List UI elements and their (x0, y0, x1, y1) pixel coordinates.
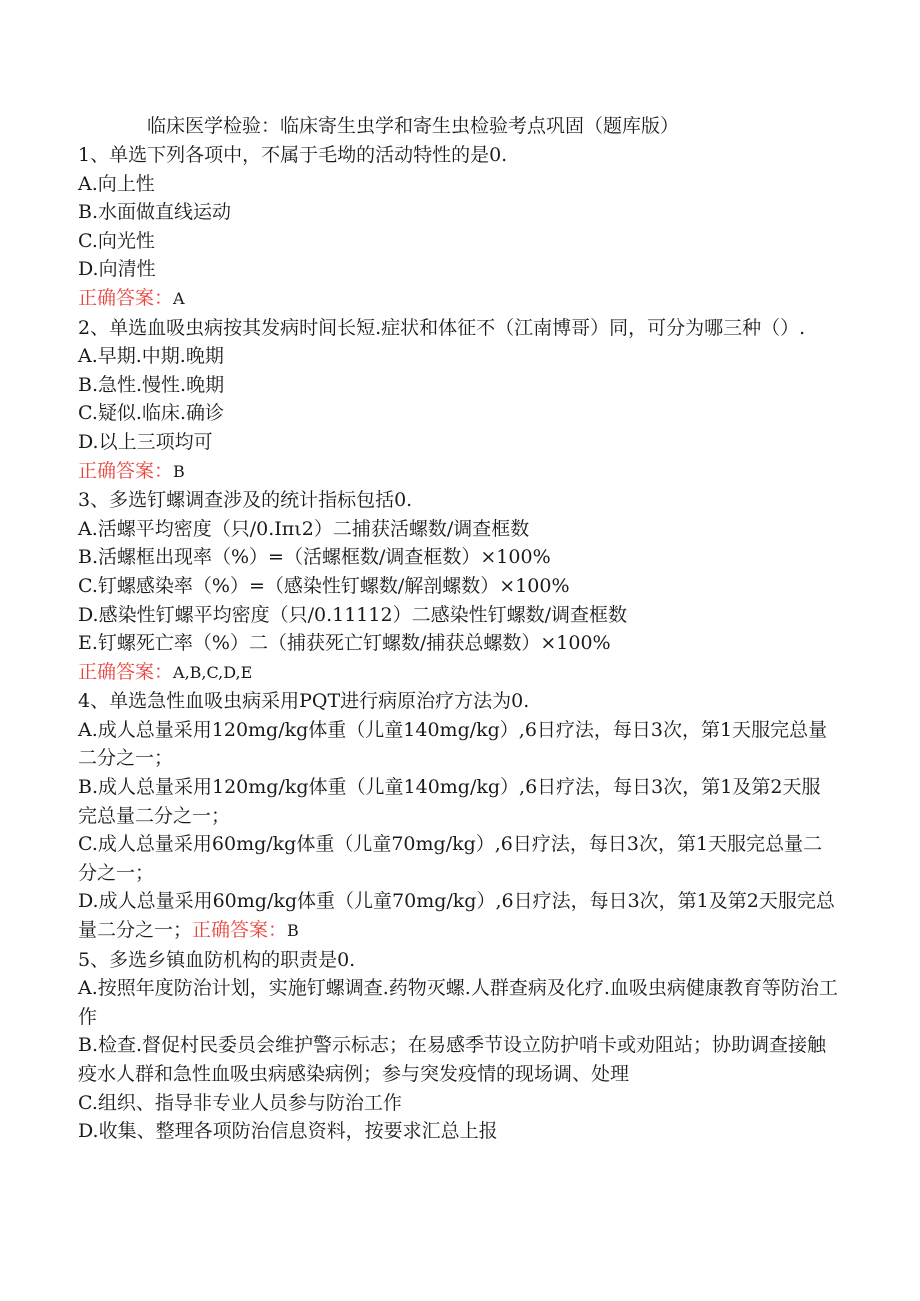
answer-value: A,B,C,D,E (173, 662, 253, 682)
document-title: 临床医学检验：临床寄生虫学和寄生虫检验考点巩固（题库版） (147, 115, 680, 137)
option-a: A.按照年度防治计划，实施钉螺调查.药物灭螺.人群查病及化疗.血吸虫病健康教育等防治工作 (78, 977, 838, 1028)
option-d: D.感染性钉螺平均密度（只/0.11112）二感染性钉螺数/调查框数 (78, 603, 627, 626)
option-b: B.成人总量采用120mg/kg体重（儿童140mg/kg）,6日疗法，每日3次，第1及第2天服完总量二分之一； (78, 776, 821, 827)
option-c: C.成人总量采用60mg/kg体重（儿童70mg/kg）,6日疗法，每日3次，第1天服完总量二分之一； (78, 833, 823, 884)
option-c: C.向光性 (78, 229, 155, 252)
question-stem: 4、单选急性血吸虫病采用PQT进行病原治疗方法为0. (78, 690, 530, 713)
option-d: D.成人总量采用60mg/kg体重（儿童70mg/kg）,6日疗法，每日3次，第1及第2天服完总量二分之一； (78, 890, 835, 942)
answer-label: 正确答案： (78, 459, 174, 482)
option-d-with-answer (78, 887, 838, 945)
option-c: C.组织、指导非专业人员参与防治工作 (78, 1091, 402, 1114)
option-d: D.收集、整理各项防治信息资料，按要求汇总上报 (78, 1120, 498, 1143)
question-stem: 5、多选乡镇血防机构的职责是0. (78, 948, 356, 971)
option-b: B.水面做直线运动 (78, 201, 232, 224)
answer-label: 正确答案： (78, 286, 174, 309)
option-b: B.检查.督促村民委员会维护警示标志；在易感季节设立防护哨卡或劝阻站；协助调查接触疫水人群和急性血吸虫病感染病例；参与突发疫情的现场调、处理 (78, 1034, 827, 1085)
option-b: B.急性.慢性.晚期 (78, 373, 225, 396)
question-5 (78, 946, 860, 1146)
answer-line (78, 658, 860, 688)
option-d: D.以上三项均可 (78, 430, 213, 453)
answer-value: B (287, 921, 299, 941)
option-a: A.活螺平均密度（只/0.Iπι2）二捕获活螺数/调查框数 (78, 517, 530, 540)
option-b: B.活螺框出现率（%）=（活螺框数/调查框数）×100% (78, 546, 551, 569)
option-a: A.成人总量采用120mg/kg体重（儿童140mg/kg）,6日疗法，每日3次，第1天服完总量二分之一； (78, 718, 828, 770)
question-3 (78, 486, 860, 687)
answer-value: A (173, 288, 185, 308)
question-1 (78, 141, 860, 314)
answer-value: B (173, 461, 185, 481)
option-a: A.早期.中期.晚期 (78, 345, 224, 368)
option-a: A.向上性 (78, 172, 155, 195)
question-2 (78, 314, 860, 487)
question-stem: 2、单选血吸虫病按其发病时间长短.症状和体征不（江南博哥）同，可分为哪三种（）. (78, 316, 806, 339)
option-c: C.疑似.临床.确诊 (78, 402, 224, 425)
question-stem: 1、单选下列各项中，不属于毛坳的活动特性的是0. (78, 144, 508, 166)
option-c: C.钉螺感染率（%）=（感染性钉螺数/解剖螺数）×100% (78, 574, 570, 597)
answer-line (78, 457, 860, 487)
answer-label: 正确答案： (192, 919, 288, 942)
option-e: E.钉螺死亡率（%）二（捕获死亡钉螺数/捕获总螺数）×100% (78, 632, 611, 655)
option-d: D.向清性 (78, 258, 156, 281)
question-4 (78, 687, 860, 945)
answer-line (78, 284, 860, 314)
question-stem: 3、多选钉螺调查涉及的统计指标包括0. (78, 489, 413, 512)
answer-label: 正确答案： (78, 660, 174, 683)
